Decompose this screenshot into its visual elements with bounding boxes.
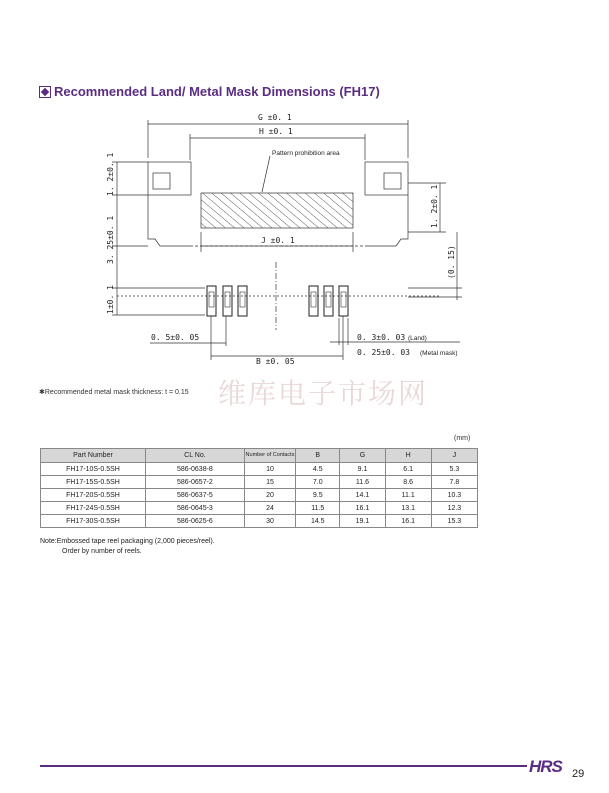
cell-h: 6.1 bbox=[385, 463, 431, 476]
cell-cl-no: 586-0625-6 bbox=[145, 515, 244, 528]
table-header-row bbox=[41, 449, 478, 463]
header-h: H bbox=[385, 449, 431, 463]
land-note-label: (Land) bbox=[408, 335, 427, 342]
cell-g: 9.1 bbox=[340, 463, 385, 476]
left-top-dimension-label: 1. 2±0. 1 bbox=[106, 152, 115, 196]
table-row bbox=[41, 489, 478, 502]
cell-j: 5.3 bbox=[431, 463, 477, 476]
header-part-number: Part Number bbox=[41, 449, 146, 463]
left-mid-dimension-label: 3. 25±0. 1 bbox=[106, 215, 115, 264]
cell-j: 7.8 bbox=[431, 476, 477, 489]
cell-g: 14.1 bbox=[340, 489, 385, 502]
right-top-dimension-label: 1. 2±0. 1 bbox=[430, 184, 439, 228]
section-title-text: Recommended Land/ Metal Mask Dimensions (FH17) bbox=[54, 84, 380, 99]
g-dimension-label: G ±0. 1 bbox=[258, 113, 292, 122]
cell-g: 19.1 bbox=[340, 515, 385, 528]
cell-b: 11.5 bbox=[296, 502, 340, 515]
cell-cl-no: 586-0637-5 bbox=[145, 489, 244, 502]
cell-part-number: FH17-10S-0.5SH bbox=[41, 463, 146, 476]
cell-part-number: FH17-24S-0.5SH bbox=[41, 502, 146, 515]
page-number: 29 bbox=[572, 768, 585, 780]
packaging-note-line: Note:Embossed tape reel packaging (2,000 pieces/reel). bbox=[40, 538, 215, 545]
cell-b: 7.0 bbox=[296, 476, 340, 489]
cell-b: 14.5 bbox=[296, 515, 340, 528]
cell-g: 16.1 bbox=[340, 502, 385, 515]
cell-g: 11.6 bbox=[340, 476, 385, 489]
j-dimension-label: J ±0. 1 bbox=[261, 236, 295, 245]
cell-part-number: FH17-20S-0.5SH bbox=[41, 489, 146, 502]
pitch-dimension-label: 0. 5±0. 05 bbox=[151, 333, 200, 342]
cell-part-number: FH17-30S-0.5SH bbox=[41, 515, 146, 528]
cell-h: 8.6 bbox=[385, 476, 431, 489]
cell-j: 12.3 bbox=[431, 502, 477, 515]
footer-rule bbox=[40, 765, 527, 767]
cell-contacts: 10 bbox=[244, 463, 295, 476]
cell-contacts: 30 bbox=[244, 515, 295, 528]
header-j: J bbox=[431, 449, 477, 463]
mask-note-label: (Metal mask) bbox=[420, 350, 458, 357]
cell-h: 11.1 bbox=[385, 489, 431, 502]
right-mid-dimension-label: (0. 15) bbox=[447, 245, 456, 279]
header-contacts: Number of Contacts bbox=[244, 449, 295, 463]
unit-label: (mm) bbox=[454, 435, 471, 442]
reel-order-note-line: Order by number of reels. bbox=[62, 548, 142, 555]
cell-cl-no: 586-0645-3 bbox=[145, 502, 244, 515]
table-row bbox=[41, 463, 478, 476]
cell-contacts: 15 bbox=[244, 476, 295, 489]
part-number-table bbox=[40, 448, 478, 528]
cell-h: 13.1 bbox=[385, 502, 431, 515]
header-b: B bbox=[296, 449, 340, 463]
pattern-prohibition-label: Pattern prohibition area bbox=[272, 150, 340, 157]
left-bottom-dimension-label: 1±0. 1 bbox=[106, 285, 115, 314]
cell-b: 4.5 bbox=[296, 463, 340, 476]
hrs-logo: HRS bbox=[529, 757, 562, 776]
cell-cl-no: 586-0638-8 bbox=[145, 463, 244, 476]
cell-contacts: 24 bbox=[244, 502, 295, 515]
table-row bbox=[41, 476, 478, 489]
watermark: 维库电子市场网 bbox=[218, 377, 429, 410]
h-dimension-label: H ±0. 1 bbox=[259, 127, 293, 136]
header-cl-no: CL No. bbox=[145, 449, 244, 463]
cell-part-number: FH17-15S-0.5SH bbox=[41, 476, 146, 489]
cell-b: 9.5 bbox=[296, 489, 340, 502]
cell-cl-no: 586-0657-2 bbox=[145, 476, 244, 489]
cell-contacts: 20 bbox=[244, 489, 295, 502]
mask-dimension-label: 0. 25±0. 03 bbox=[357, 348, 410, 357]
cell-h: 16.1 bbox=[385, 515, 431, 528]
header-g: G bbox=[340, 449, 385, 463]
cell-j: 15.3 bbox=[431, 515, 477, 528]
land-dimension-label: 0. 3±0. 03 bbox=[357, 333, 406, 342]
packaging-note bbox=[40, 537, 215, 557]
cell-j: 10.3 bbox=[431, 489, 477, 502]
metal-mask-thickness-note: ✱Recommended metal mask thickness: t = 0.15 bbox=[39, 389, 189, 396]
b-dimension-label: B ±0. 05 bbox=[256, 357, 295, 366]
table-row bbox=[41, 515, 478, 528]
table-row bbox=[41, 502, 478, 515]
